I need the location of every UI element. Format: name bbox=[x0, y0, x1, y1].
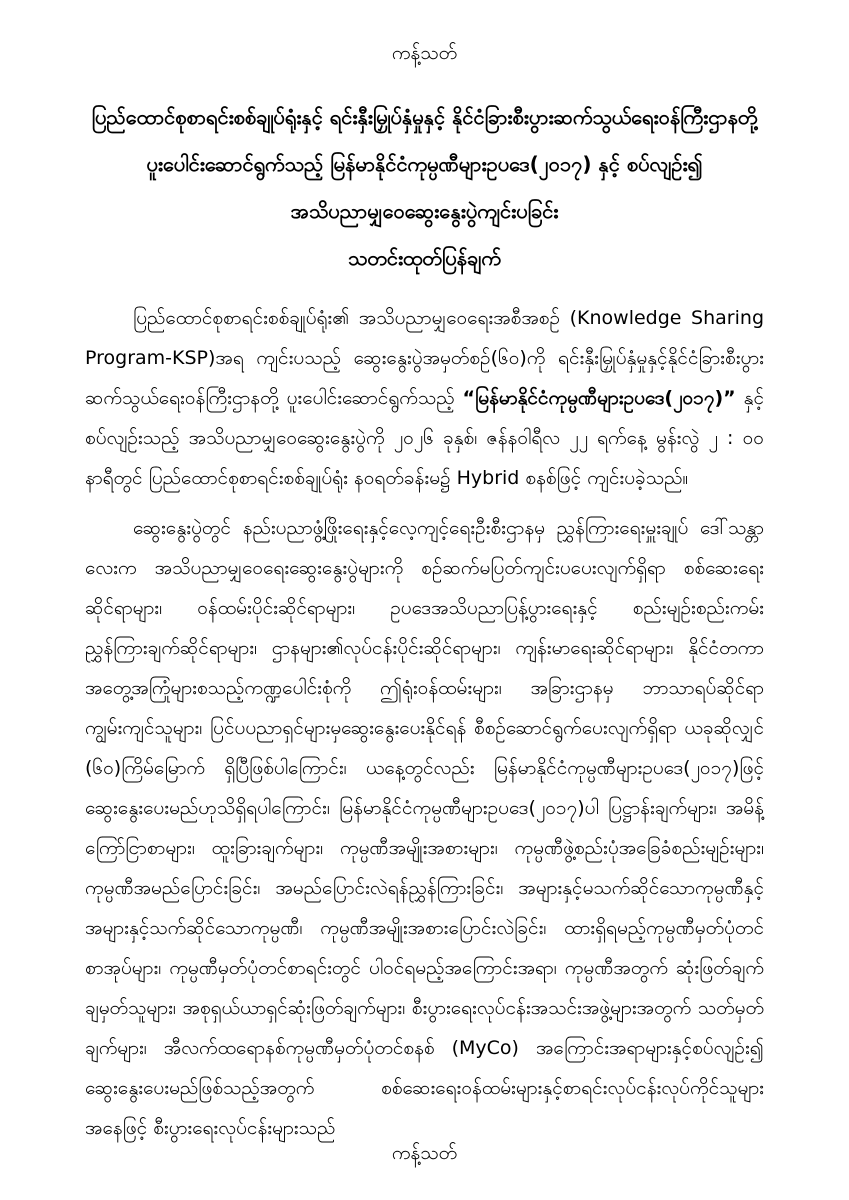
title-line-3: အသိပညာမျှဝေဆွေးနွေးပွဲကျင်းပခြင်း bbox=[290, 199, 559, 223]
classification-header: ကန့်သတ် bbox=[391, 42, 458, 64]
title-line-press-release: သတင်းထုတ်ပြန်ချက် bbox=[348, 246, 501, 270]
document-title-block bbox=[85, 94, 764, 282]
classification-footer: ကန့်သတ် bbox=[391, 1142, 458, 1164]
paragraph-1-lead: ပြည်ထောင်စုစာရင်းစစ်ချုပ်ရုံး၏ အသိပညာမျှဝေရေးအစီအစဉ် (Knowledge Sharing Program-KSP)အရ ကျင်းပသည့် ဆွေးနွေးပွဲအမှတ်စဉ်(၆၀)ကို ရင်းနှီးမြှုပ်နှံမှုနှင့်နိုင်ငံခြားစီးပွားဆက်သွယ်ရေးဝန်ကြီးဌာနတို့ ပူးပေါင်းဆောင်ရွက်သည့် bbox=[85, 307, 764, 409]
paragraph-1-law-title-emphasis: “မြန်မာနိုင်ငံကုမ္ပဏီများဥပဒေ(၂၀၁၇)” bbox=[462, 387, 736, 409]
paragraph-2: ဆွေးနွေးပွဲတွင် နည်းပညာဖွံ့ဖြိုးရေးနှင့်လေ့ကျင့်ရေးဦးစီးဌာနမှ ညွှန်ကြားရေးမှူးချုပ် ဒေါ်သန္တာလေးက အသိပညာမျှဝေရေးဆွေးနွေးပွဲများကို စဉ်ဆက်မပြတ်ကျင်းပပေးလျက်ရှိရာ စစ်ဆေးရေးဆိုင်ရာများ၊ ဝန်ထမ်းပိုင်းဆိုင်ရာများ၊ ဥပဒေအသိပညာပြန့်ပွားရေးနှင့် စည်းမျဉ်းစည်းကမ်းညွှန်ကြားချက်ဆိုင်ရာများ၊ ဌာနများ၏လုပ်ငန်းပိုင်းဆိုင်ရာများ၊ ကျန်းမာရေးဆိုင်ရာများ၊ နိုင်ငံတကာအတွေ့အကြုံများစသည့်ကဏ္ဍပေါင်းစုံကို ဤရုံးဝန်ထမ်းများ၊ အခြားဌာနမှ ဘာသာရပ်ဆိုင်ရာကျွမ်းကျင်သူများ၊ ပြင်ပပညာရှင်များမှဆွေးနွေးပေးနိုင်ရန် စီစဉ်ဆောင်ရွက်ပေးလျက်ရှိရာ ယခုဆိုလျှင် (၆၀)ကြိမ်မြောက် ရှိပြီဖြစ်ပါကြောင်း၊ ယနေ့တွင်လည်း မြန်မာနိုင်ငံကုမ္ပဏီများဥပဒေ(၂၀၁၇)ဖြင့် ဆွေးနွေးပေးမည်ဟုသိရှိရပါကြောင်း၊ မြန်မာနိုင်ငံကုမ္ပဏီများဥပဒေ(၂၀၁၇)ပါ ပြဋ္ဌာန်းချက်များ၊ အမိန့်ကြော်ငြာစာများ၊ ထူးခြားချက်များ၊ ကုမ္ပဏီအမျိုးအစားများ၊ ကုမ္ပဏီဖွဲ့စည်းပုံအခြေခံစည်းမျဉ်းများ၊ ကုမ္ပဏီအမည်ပြောင်းခြင်း၊ အမည်ပြောင်းလဲရန်ညွှန်ကြားခြင်း၊ အများနှင့်မသက်ဆိုင်သောကုမ္ပဏီနှင့် အများနှင့်သက်ဆိုင်သောကုမ္ပဏီ၊ ကုမ္ပဏီအမျိုးအစားပြောင်းလဲခြင်း၊ ထားရှိရမည့်ကုမ္ပဏီမှတ်ပုံတင်စာအုပ်များ၊ ကုမ္ပဏီမှတ်ပုံတင်စာရင်းတွင် ပါဝင်ရမည့်အကြောင်းအရာ၊ ကုမ္ပဏီအတွက် ဆုံးဖြတ်ချက်ချမှတ်သူများ၊ အစုရှယ်ယာရှင်ဆုံးဖြတ်ချက်များ၊ စီးပွားရေးလုပ်ငန်းအသင်းအဖွဲ့များအတွက် သတ်မှတ်ချက်များ၊ အီလက်ထရောနစ်ကုမ္ပဏီမှတ်ပုံတင်စနစ် (MyCo) အကြောင်းအရာများနှင့်စပ်လျဉ်း၍ ဆွေးနွေးပေးမည်ဖြစ်သည့်အတွက် စစ်ဆေးရေးဝန်ထမ်းများနှင့်စာရင်းလုပ်ငန်းလုပ်ကိုင်သူများအနေဖြင့် စီးပွားရေးလုပ်ငန်းများသည် bbox=[85, 517, 764, 1139]
title-line-2: ပူးပေါင်းဆောင်ရွက်သည့် မြန်မာနိုင်ငံကုမ္ပဏီများဥပဒေ(၂၀၁၇) နှင့် စပ်လျဉ်း၍ bbox=[146, 152, 703, 176]
paragraph-1 bbox=[85, 298, 764, 498]
title-line-1: ပြည်ထောင်စုစာရင်းစစ်ချုပ်ရုံးနှင့် ရင်းနှီးမြှုပ်နှံမှုနှင့် နိုင်ငံခြားစီးပွားဆက်သွယ်ရေးဝန်ကြီးဌာနတို့ bbox=[91, 105, 758, 129]
paragraph-1-tail: နှင့်စပ်လျဉ်းသည့် အသိပညာမျှဝေဆွေးနွေးပွဲကို ၂၀၂၆ ခုနှစ်၊ ဇန်နဝါရီလ ၂၂ ရက်နေ့ မွန်းလွဲ ၂ : ၀၀ နာရီတွင် ပြည်ထောင်စုစာရင်းစစ်ချုပ်ရုံး နဝရတ်ခန်းမ၌ Hybrid စနစ်ဖြင့် ကျင်းပခဲ့သည်။ bbox=[85, 387, 764, 489]
